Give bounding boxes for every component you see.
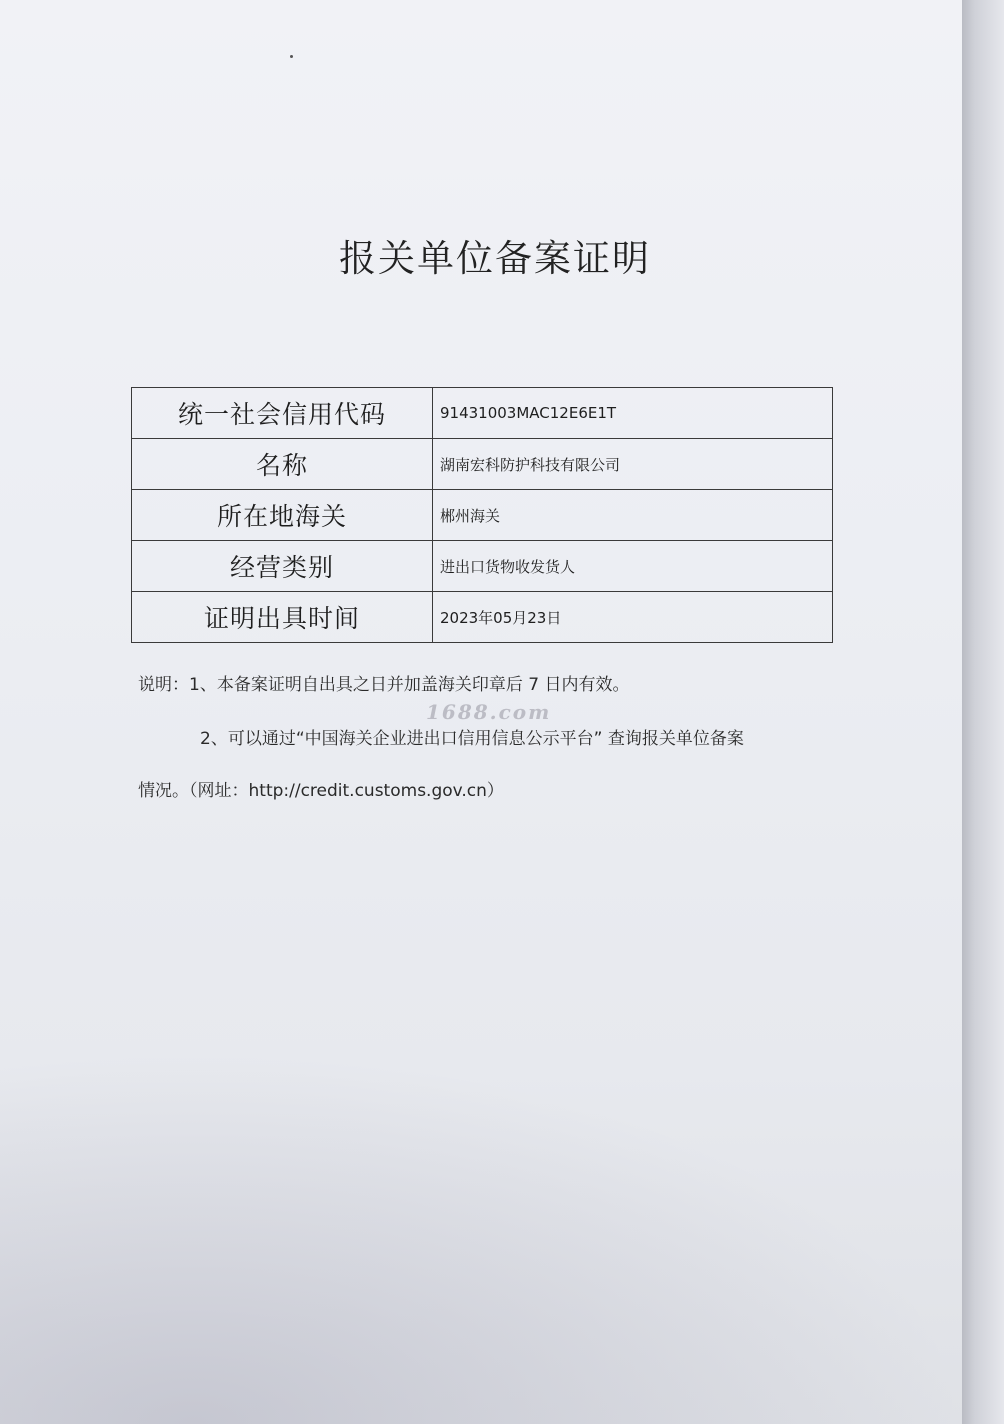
table-row bbox=[132, 541, 833, 592]
row-label: 名称 bbox=[132, 439, 433, 490]
info-table bbox=[131, 387, 833, 643]
table-row bbox=[132, 490, 833, 541]
shadow-overlay bbox=[0, 1050, 966, 1424]
row-label: 统一社会信用代码 bbox=[132, 388, 433, 439]
row-value: 91431003MAC12E6E1T bbox=[433, 388, 833, 439]
row-label: 证明出具时间 bbox=[132, 592, 433, 643]
document-title: 报关单位备案证明 bbox=[339, 237, 651, 280]
row-label: 经营类别 bbox=[132, 541, 433, 592]
paper-speck bbox=[290, 55, 293, 58]
paper-edge-background bbox=[962, 0, 1004, 1424]
row-value: 湖南宏科防护科技有限公司 bbox=[433, 439, 833, 490]
row-value: 进出口货物收发货人 bbox=[433, 541, 833, 592]
row-label: 所在地海关 bbox=[132, 490, 433, 541]
table-row bbox=[132, 439, 833, 490]
note-line-1: 说明：1、本备案证明自出具之日并加盖海关印章后 7 日内有效。 bbox=[138, 675, 630, 695]
watermark: 1688.com bbox=[426, 700, 552, 724]
row-value: 郴州海关 bbox=[433, 490, 833, 541]
row-value: 2023年05月23日 bbox=[433, 592, 833, 643]
note-line-3: 情况。（网址：http://credit.customs.gov.cn） bbox=[138, 781, 504, 801]
table-row bbox=[132, 388, 833, 439]
table-row bbox=[132, 592, 833, 643]
note-line-2: 2、可以通过“中国海关企业进出口信用信息公示平台” 查询报关单位备案 bbox=[200, 729, 744, 749]
